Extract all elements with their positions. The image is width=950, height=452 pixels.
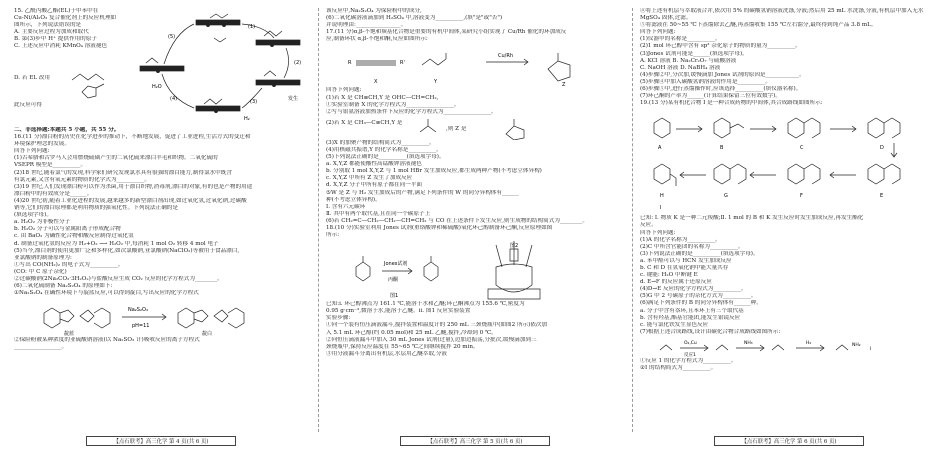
three-neck-flask bbox=[496, 264, 532, 292]
q18-line: (2)1 mol 环己醇中含有 sp³ 杂化原子的物质的量为__________。 bbox=[640, 43, 801, 50]
q18-line: (3)Jones 试剂可能是______(填选项字母)。 bbox=[640, 50, 748, 57]
q18-step: ③用分液漏斗分离出有机层,水层用乙醚萃取,分液 bbox=[326, 350, 448, 357]
compound-label: G bbox=[724, 193, 728, 200]
q15-option-a: A. 主要反应过程为加成和取代 bbox=[14, 29, 89, 36]
q19-option: d. E→F 的反应属于还原反应 bbox=[640, 279, 712, 286]
q16-line: 漂白粉中的有效成分是______。 bbox=[14, 190, 93, 197]
start-material bbox=[660, 345, 672, 350]
q17-line: (5)下列说法正确的是__________(填选项字母)。 bbox=[326, 154, 445, 161]
compound-h-ring bbox=[654, 164, 676, 186]
q19-line: (3)下列说法正确的是__________(填选项字母)。 bbox=[640, 250, 759, 257]
compound-label: F bbox=[800, 193, 803, 200]
q18-line: 回答下列问题: bbox=[640, 29, 676, 36]
reagent-label: NH₃ bbox=[744, 340, 753, 346]
q18-line: (4)步骤②中,分次加,缓慢滴加 Jones 试剂的原因是____________。 bbox=[640, 71, 805, 78]
q16-line: 回答下列问题: bbox=[14, 148, 50, 155]
q18-line: 0.95 g·cm⁻³,微溶于水,能溶于乙醚。ⅱ. 图1 反应实验装置 bbox=[326, 308, 471, 315]
reaction-arrow bbox=[382, 268, 412, 274]
q16-line: 有氯元素,又含有氧元素的物质的化学式为__________。 bbox=[14, 176, 151, 183]
cycle-arrow bbox=[242, 24, 274, 38]
ice-bath bbox=[488, 289, 540, 299]
reaction-arrow bbox=[486, 59, 528, 65]
compound-label: A bbox=[658, 145, 662, 152]
q18-line: (1)仪器甲的名称是__________。 bbox=[640, 36, 721, 43]
q16-line: ①Na₂S₂O₄ 在碱性环境下与靛蓝反应,可以得到靛白,写出反应的化学方程式 bbox=[14, 290, 199, 297]
lactone-structure-sketch bbox=[68, 60, 118, 100]
q18-step: 颈烧瓶中,保持反应温度在 55~65 ℃之间继续搅拌 20 min。 bbox=[326, 343, 479, 350]
compound-b-ring bbox=[714, 118, 744, 138]
q18-line: 已知:ⅰ. 环己醇沸点为 161.1 ℃,能溶于水和乙醚;环己酮沸点为 155.6 ℃,密度为 bbox=[326, 301, 525, 308]
leuco-ring bbox=[214, 308, 244, 328]
byproduct-label: H₂O bbox=[152, 84, 162, 90]
q16-line: (填选项字母)。 bbox=[14, 212, 52, 219]
q19-line: 已知: Ⅰ. 物质 K 是一种二元羧酸;Ⅱ. 1 mol 的 B 和 K 发生反应时发生加成反应,再发生酯化 bbox=[640, 215, 864, 222]
condition-label: pH=11 bbox=[132, 323, 150, 330]
q16-option: d. 制备过氧化氢的反应为 H₂+O₂ ⟶ H₂O₂ 中,每消耗 1 mol O₂ 转移 4 mol 电子 bbox=[14, 240, 219, 247]
q19-condition: a. 分子中含有萘环,且苯环上有三个取代基 bbox=[640, 307, 744, 314]
step-label: 反应1 bbox=[684, 352, 696, 358]
compound-label: I bbox=[660, 205, 662, 212]
route-arrow bbox=[750, 172, 776, 178]
compound-a-ring bbox=[654, 118, 670, 138]
methacrolein-sketch bbox=[418, 116, 446, 138]
q18-step: 入 5.1 mL 环己醇(约 0.05 mol)和 25 mL 乙醚,搅拌,冷却到 0 ℃。 bbox=[326, 329, 497, 336]
q15-line: Cu-Ni/Al₂O₃ 复合催化剂上的反应机理如 bbox=[14, 15, 117, 22]
catalyst-surface bbox=[256, 40, 300, 45]
reagent-label: Na₂S₂O₄ bbox=[128, 307, 148, 314]
solvent-label: 丙酮 bbox=[388, 277, 399, 284]
reagent-label: Jones试剂 bbox=[384, 261, 408, 268]
question-15 bbox=[14, 8, 310, 126]
compound-g-ring bbox=[714, 164, 746, 184]
reagent-label: H₂ bbox=[806, 340, 812, 346]
q16-line: ②保险粉被某种浓度的亚硫酸钠溶液(以 Na₂SO₃ 计)吸收反应的离子方程式 bbox=[14, 337, 200, 344]
reagent-label: O₂,Cu bbox=[684, 340, 697, 346]
q17-line: (3)X 的加聚产物的结构简式为__________。 bbox=[326, 139, 435, 146]
compound-c-ring bbox=[788, 118, 820, 138]
group-label: NH₂ bbox=[852, 342, 861, 348]
q17-line: ②写与银氨溶液加热条件下反应的化学方程式为_________________。 bbox=[326, 108, 497, 115]
page-5-column bbox=[326, 8, 624, 432]
q17-line: ,则 Z 是 bbox=[446, 125, 467, 132]
step-label: (5) bbox=[168, 34, 176, 40]
q16-line: (CO: 中 C 原子杂化) bbox=[14, 268, 67, 275]
q17-option: d. X,Y,Z 分子中所有原子都在同一平面 bbox=[326, 182, 423, 189]
q19-line: (7)根据上述合成路线,设计由碳化合物合成路线如图所示: bbox=[640, 328, 781, 335]
route-arrow bbox=[891, 143, 897, 157]
q16-line: 该反应中,Na₂S₂O₄ 为保险粉中的成分, bbox=[326, 8, 422, 14]
q16-line: ②过碳酸钠(2Na₂CO₃·3H₂O₂)与盐酸反应生成 CO₂ 反应的化学方程式为________。 bbox=[14, 275, 223, 282]
q19-option: b. C 和 D 在氢氧化钠中能大量共存 bbox=[640, 264, 729, 271]
route-arrow bbox=[830, 126, 856, 132]
molecule-sketch bbox=[210, 14, 228, 42]
alkyne-bond bbox=[356, 61, 396, 65]
compound-d-ring bbox=[868, 118, 900, 138]
q16-line: (5)当今,漂白剂的使用更加广泛和多样化,如次氯酸钠,亚氯酸钠(NaClO₂)等被用于食品漂白, bbox=[14, 247, 240, 254]
q17-line: 应,制备环状 α,β-不饱和酮,反应如图所示: bbox=[326, 36, 428, 43]
column-divider bbox=[318, 8, 319, 432]
route-arrow bbox=[750, 126, 776, 132]
q17-line: 回答下列问题: bbox=[326, 87, 362, 94]
substituent-label: R bbox=[348, 60, 352, 67]
compound-x-label: X bbox=[374, 79, 378, 86]
indigo-ring bbox=[80, 308, 110, 328]
page-4-column bbox=[14, 8, 310, 432]
route-arrow bbox=[680, 172, 706, 178]
figure-note: 发生 bbox=[288, 96, 299, 102]
q17-condition: Ⅰ. 含有六元碳环 bbox=[326, 203, 366, 210]
q19-line: (6)满足下列条件的 B 的同分异构体有______种。 bbox=[640, 300, 762, 307]
q18-line: 实验步骤: bbox=[326, 315, 351, 322]
page-footer: 【点石联考】高三化学 第 5 页(共 6 页) bbox=[400, 436, 550, 446]
q16-line: (1)古希腊和古罗马人会用燃烧硫磺产生的二氧化硫来漂白羊毛和织物。二氧化硫的 bbox=[14, 155, 218, 162]
synthesis-route-figure bbox=[640, 107, 936, 215]
step-label: (1) bbox=[248, 24, 256, 30]
q16-line: 并说明理由:________________。 bbox=[326, 22, 407, 29]
figure-1-caption: 图1 bbox=[390, 293, 399, 300]
q16-option: c. 由 BaO₂ 为碱性化合物和酸反应制得过氧化氢 bbox=[14, 233, 134, 240]
step-label: (3) bbox=[250, 99, 258, 105]
q18-step: ②向恒压滴液漏斗中加入 30 mL Jones 试剂(过量),边加边振荡,分批次,缓慢滴加到三 bbox=[326, 336, 537, 343]
q16-line: 亚氯酸钠的制备原理为: bbox=[14, 254, 72, 261]
reaction-arrow bbox=[122, 314, 166, 320]
q19-option: a. 苯甲醛可以与 HCN 发生加成反应 bbox=[640, 257, 732, 264]
q17-condition: Ⅱ. 其中有两个取代基,且在同一个碳原子上 bbox=[326, 210, 431, 217]
figure-2-caption: 图2 bbox=[510, 243, 519, 250]
q19-line: 回答下列问题: bbox=[640, 229, 676, 236]
compound-label: C bbox=[800, 145, 804, 152]
q16-line: 环境保护理念的发展。 bbox=[14, 141, 70, 148]
product-z-sketch bbox=[500, 116, 536, 140]
q17-line: 种(不考虑立体异构)。 bbox=[326, 196, 381, 203]
q17-part-2 bbox=[326, 116, 624, 140]
q18-option: C. NaOH 溶液 D. NaBH₄ 溶液 bbox=[640, 64, 721, 71]
amine-product bbox=[836, 345, 848, 350]
catalyst-surface bbox=[196, 20, 240, 25]
catalyst-label: Cu/Rh bbox=[498, 53, 513, 60]
q18-line: (5)步骤④中加入碳酸氢钠溶液的作用是__________。 bbox=[640, 78, 771, 85]
substituent-label: R' bbox=[400, 60, 405, 67]
q19-line: (2)C 中所含官能团的名称为__________。 bbox=[640, 243, 744, 250]
q17-line: (2)若 X 是 CH₃—C≡CH,Y 是 bbox=[326, 119, 403, 126]
intermediate bbox=[772, 345, 784, 350]
q19-line: ②I 的结构简式为__________。 bbox=[640, 365, 717, 371]
q17-line: 17.(11 分)α,β-不饱和羰基化合物是重要的有机中间体,某研究小组实现了 Cu/Rh 催化的环加成反 bbox=[326, 29, 567, 36]
q16-line: ①写出 CO(NH₂)₂ 的电子式为__________。 bbox=[14, 261, 124, 268]
q16-option: a. H₂O₂ 为非极性分子 bbox=[14, 219, 71, 226]
q17-line: (1)若 X 是 CH≡CH,Y 是 OHC—CH=CH₂, bbox=[326, 94, 439, 101]
q15-line: 图所示，下列说法错误的是 bbox=[14, 22, 82, 29]
catalyst-surface bbox=[196, 106, 240, 111]
cycloaddition-scheme bbox=[326, 43, 616, 87]
q16-line: (6)二氧化碳溶液滴加到 H₂SO₄ 中,溶液变为__________,(填"是"或"否") bbox=[326, 15, 503, 22]
column-divider bbox=[632, 8, 633, 432]
mechanism-figure bbox=[124, 8, 310, 126]
indigo-reaction-figure bbox=[34, 299, 264, 337]
molecule-sketch bbox=[264, 31, 282, 76]
q16-line: (3)19 世纪,人们发现漂白粉可以作为杀菌,用于漂白织物,消毒剂,漂白的对象,有的也是产物的用途 bbox=[14, 183, 253, 190]
intermediate bbox=[716, 345, 728, 350]
page-footer: 【点石联考】高三化学 第 4 页(共 6 页) bbox=[86, 436, 236, 446]
section-2-heading: 二、非选择题:本题共 5 小题，共 55 分。 bbox=[14, 127, 120, 133]
cycle-arrow bbox=[164, 24, 194, 64]
page-footer: 【点石联考】高三化学 第 6 页(共 6 页) bbox=[714, 436, 864, 446]
leuco-ring bbox=[178, 308, 208, 328]
q16-line: VSEPR 模型是__________。 bbox=[14, 162, 87, 169]
cyclohexanol-structure bbox=[356, 256, 370, 281]
q18-line: ⑤将滤液在 50~55 ℃下蒸馏除去乙醚,再蒸馏收集 155 ℃左右馏分,最终得到纯产品 3.8 mL。 bbox=[640, 22, 877, 29]
q19-line: (5)G 中 2 号碳原子的杂化方式为__________。 bbox=[640, 293, 757, 300]
compound-e-ring bbox=[868, 164, 900, 184]
q19-line: ①反应 1 的化学方程式为__________。 bbox=[640, 357, 737, 364]
q19-line: (4)D→E 反应的化学方程式为__________。 bbox=[640, 286, 747, 293]
q15-option-c: C. 上述反应中消耗 KMnO₄ 溶液褪色 bbox=[14, 43, 108, 50]
step-label: (4) bbox=[170, 96, 178, 102]
catalyst-surface bbox=[256, 80, 300, 85]
compound-label: I bbox=[870, 346, 872, 352]
q18-line: MgSO₄ 固体,过滤。 bbox=[640, 15, 692, 22]
q17-option: b. 分别取 1 mol X,Y,Z 与 1 mol HBr 发生加成反应,都生成两种产物(不考虑立体异构) bbox=[326, 168, 542, 175]
q19-condition: b. 含有羟基,酯基官能团,能发生银镜反应 bbox=[640, 314, 741, 321]
q17-line: ⑤W 是 Z 与 H₂ 发生加成后的产物,满足下列条件的 W 的同分异构体有______ bbox=[326, 189, 519, 196]
compound-label: D bbox=[880, 145, 884, 152]
cyclohexanone-structure bbox=[424, 256, 438, 281]
cyclopentenone bbox=[548, 53, 570, 81]
q18-option: A. KCl 溶液 B. Na₂Cr₂O₇ 与硫酸溶液 bbox=[640, 57, 737, 64]
q18-line: 18.(10 分)实验室利用 Jones 试剂(重铬酸钾和稀硫酸)氧化环己醇制备环己酮,反应原理如图 bbox=[326, 224, 553, 231]
cycle-arrow bbox=[162, 74, 194, 108]
q18-line: ④将上述有机层与萃取液合并,依次用 5% 的碳酸氢钠溶液洗涤,分液;然后用 25 mL 水洗涤,分液,有机层中加入无水 bbox=[640, 8, 924, 14]
page-6-column bbox=[640, 8, 938, 432]
q17-line: (4)用核磁共振谱,Y 的化学名称是__________。 bbox=[326, 146, 442, 153]
q18-step: ①向一个装有恒压滴液漏斗,搅拌装置和温度计的 250 mL 三颈烧瓶中(如图2 所示)依次加 bbox=[326, 322, 548, 329]
q19-option: c. 键能: H₂O 中断键 E bbox=[640, 272, 698, 279]
step-label: (2) bbox=[294, 60, 302, 66]
q16-line: 16.(11 分)漂白粉的历史在化学进步的推动下，不断地发展，促进了工业进程,生活方式的变迁和 bbox=[14, 134, 251, 141]
indigo-ring bbox=[44, 308, 74, 328]
route-arrow bbox=[830, 172, 856, 178]
q15-line: 15. 乙酰丙酸乙酯(EL)于甲苯中在 bbox=[14, 8, 99, 14]
molecule-sketch bbox=[146, 58, 222, 104]
q15-option-b: B. 第(3)步中 H⁺ 提供作用的原子 bbox=[14, 36, 97, 43]
leuco-indigo-label: 靛白 bbox=[202, 331, 213, 338]
q19-line: (1)A 的化学名称为__________。 bbox=[640, 236, 721, 243]
cycle-arrow bbox=[284, 48, 289, 78]
compound-y-label: Y bbox=[434, 79, 438, 86]
q18-line: 所示: bbox=[326, 232, 340, 239]
compound-label: H bbox=[660, 193, 664, 200]
catalyst-surface bbox=[140, 66, 184, 71]
q19-line: 反应。 bbox=[640, 222, 657, 229]
q16-line: (4)20 世纪初,随着工业化进程的发展,越来越多的新型漂白剂出现,如过氧化氢,过氧化钠,过碳酸 bbox=[14, 197, 247, 204]
indigo-label: 靛蓝 bbox=[64, 331, 75, 338]
compound-label: E bbox=[880, 193, 884, 200]
compound-f-ring bbox=[788, 164, 820, 184]
q16-line: _________________。 bbox=[14, 344, 68, 351]
route-arrow bbox=[676, 126, 702, 132]
q17-option: a. X,Y,Z 都能使酸性高锰酸钾溶液褪色 bbox=[326, 161, 422, 168]
q15-option-d: D. 若 EL 改用 bbox=[14, 74, 50, 81]
enal-bonds bbox=[422, 53, 446, 65]
q16-line: (2)18 世纪,随着氯气的发现,科学家们研究发现氯水具有很强的漂白能力,制得氯水中既含 bbox=[14, 169, 232, 176]
q19-line: 19.(13 分)某有机化合物 I 是一种合成药物的中间体,其合成路线如图所示: bbox=[640, 100, 823, 107]
q18-line: (6)步骤⑤中,进行蒸馏操作时,应该选择__________(填仪器名称)。 bbox=[640, 86, 802, 93]
apparatus-figure bbox=[326, 239, 616, 301]
q17-option: c. X,Y,Z 中所有 Z 发生了加成反应 bbox=[326, 175, 413, 182]
cycle-arrow bbox=[242, 88, 262, 108]
q18-line: (7)环己酮的产率为______(计算结果保留三位有效数字)。 bbox=[640, 93, 781, 100]
compound-label: B bbox=[720, 145, 724, 152]
q19-condition: c. 能与氯化铁发生显色反应 bbox=[640, 321, 709, 328]
q15-line: 此反应可得 bbox=[14, 101, 42, 108]
q16-line: (6)二氧化硫制备 Na₂S₂O₄ 的原理如下: bbox=[14, 283, 113, 290]
mini-route-figure bbox=[640, 336, 936, 358]
q16-line: 钠等,它们的漂白原理都是利用物质的强氧化性。下列说法正确的是 bbox=[14, 205, 178, 212]
q17-line: ①实验室制备 X 的化学方程式为_________________。 bbox=[326, 101, 460, 108]
compound-z-label: Z bbox=[562, 82, 566, 88]
q16-option: b. H₂O₂ 分子可以与金属阳离子形成配合物 bbox=[14, 226, 121, 233]
q17-line: (6)若 CH₂=C—CH₂—CH₂—CH=CH₂ 与 CO 在上述条件下发生反应,则生成物的结构简式为________。 bbox=[326, 217, 588, 224]
reagent-label: H₂ bbox=[244, 116, 250, 122]
